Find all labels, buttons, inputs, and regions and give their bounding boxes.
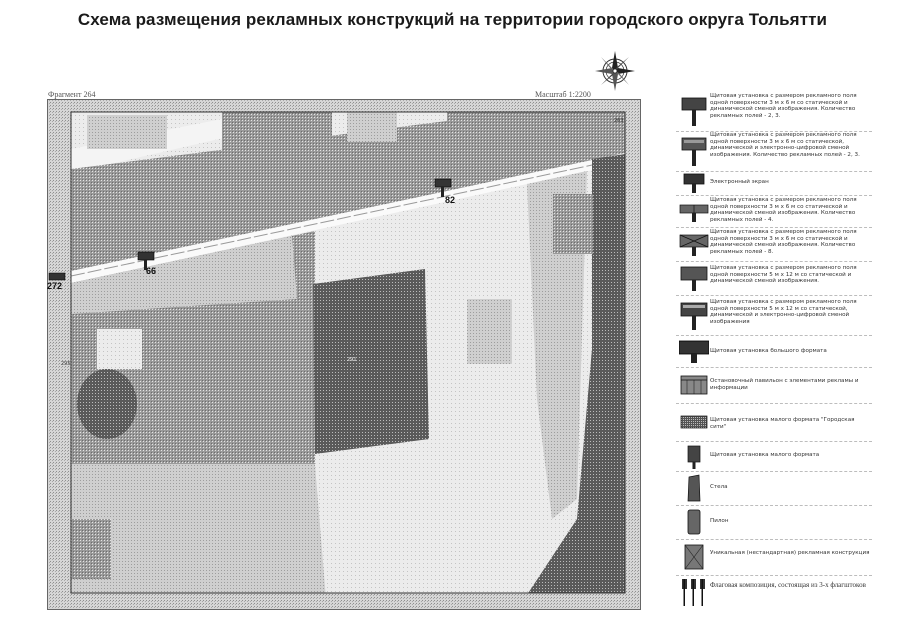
stela-icon [679,474,709,502]
legend-text: Электронный экран [710,179,769,185]
legend-item [676,227,872,262]
block-number: 295 [61,361,71,367]
legend-item [676,195,872,228]
legend-item [676,261,872,296]
legend-item [676,367,872,404]
legend-text: Флаговая композиция, состоящая из 3-х флагштоков [710,581,866,589]
billboard-5x12-digital-icon [679,299,709,331]
legend-item [676,91,872,132]
legend-item [676,441,872,472]
legend-item [676,539,872,576]
map-legend [676,91,872,609]
legend-text: Щитовая установка с размером рекламного поля одной поверхности 5 м х 12 м со статической, динамической и электронно-цифровой сменой изображения [710,299,857,325]
unique-icon [679,543,709,571]
billboard-5x12-icon [679,264,709,292]
block-number: 291 [347,357,357,363]
legend-text: Щитовая установка с размером рекламного поля одной поверхности 3 м х 6 м со статической и динамической сменой изображения. Количество рекламных полей - 8. [710,229,857,255]
fragment-label: Фрагмент 264 [48,90,96,99]
legend-text: Щитовая установка с размером рекламного поля одной поверхности 3 м х 6 м со статической и динамической сменой изображения. Количество рекламных полей - 4. [710,197,857,223]
legend-text: Щитовая установка малого формата "Городская сити" [710,417,855,430]
pavilion-icon [679,373,709,397]
flag-icon [679,577,709,607]
legend-text: Щитовая установка с размером рекламного поля одной поверхности 5 м х 12 м со статической и динамической сменой изображения. [710,265,857,284]
legend-text: Щитовая установка с размером рекламного поля одной поверхности 3 м х 6 м со статической и динамической сменой изображения. Количество рекламных полей - 2, 3. [710,93,857,119]
pylon-icon [679,508,709,536]
scale-label: Масштаб 1:2200 [535,90,591,99]
legend-item [676,505,872,540]
marker-id: 272 [47,281,63,291]
legend-text: Щитовая установка с размером рекламного поля одной поверхности 3 м х 6 м со статической, динамической и электронно-цифровой сменой изображения. Количество рекламных полей - 2, 3. [710,132,860,158]
billboard-digital-icon [679,134,709,168]
legend-item [676,131,872,172]
legend-text: Остановочный павильон с элементами рекламы и информации [710,378,859,391]
marker-id: 82 [445,195,456,205]
block-number: 263 [614,118,624,124]
billboard-8-icon [679,231,709,257]
page-title: Схема размещения рекламных конструкций на территории городского округа Тольятти [77,10,828,29]
legend-item [676,335,872,368]
legend-text: Щитовая установка большого формата [710,348,827,354]
legend-item [676,575,872,609]
legend-text: Пилон [710,518,729,524]
map-area[interactable] [47,99,641,610]
legend-item [676,471,872,506]
small-board-icon [679,444,709,470]
legend-text: Стела [710,484,728,490]
legend-text: Уникальная (нестандартная) рекламная конструкция [710,550,870,556]
legend-item [676,403,872,442]
map-canvas[interactable] [47,99,641,610]
large-billboard-icon [679,338,709,364]
legend-item [676,171,872,196]
city-board-icon [679,411,709,433]
billboard-4-icon [679,199,709,223]
compass-rose-icon [594,50,636,92]
billboard-icon [679,94,709,128]
legend-item [676,295,872,336]
screen-icon [679,172,709,194]
marker-id: 66 [146,266,157,276]
legend-text: Щитовая установка малого формата [710,452,820,458]
